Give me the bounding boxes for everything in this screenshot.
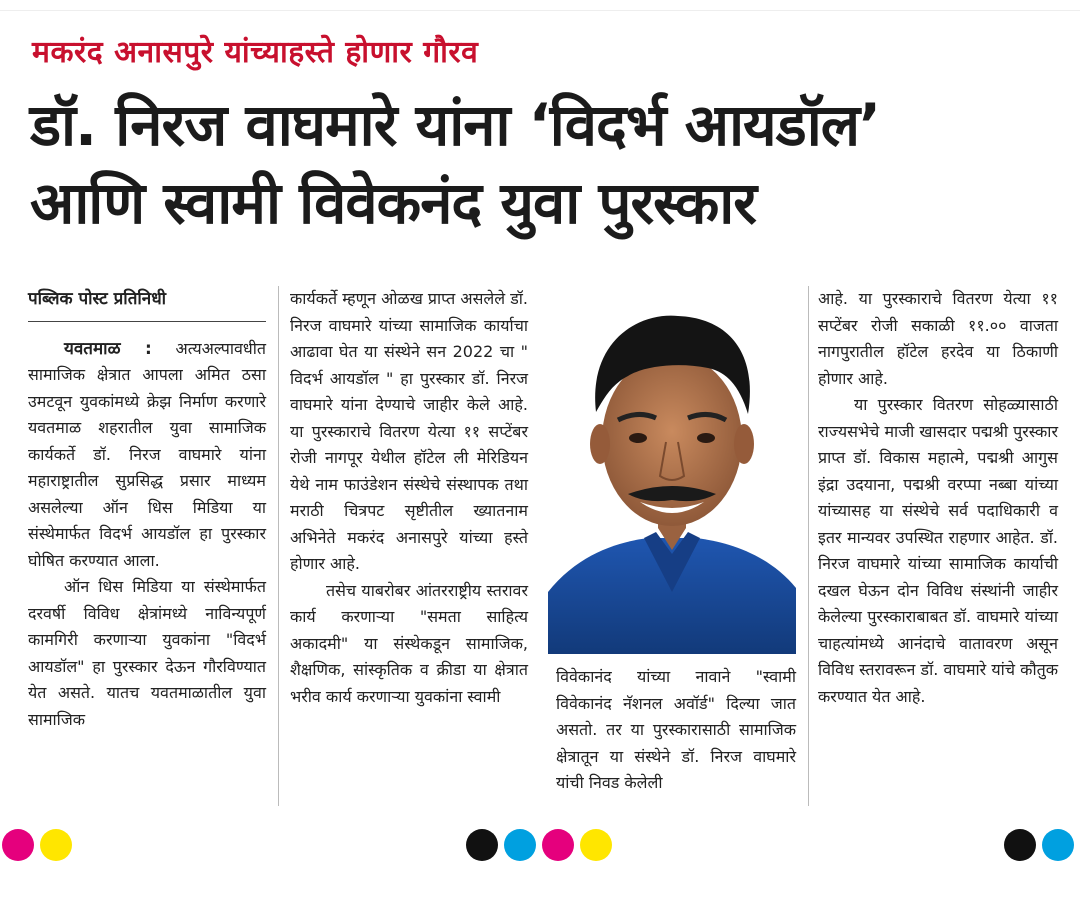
magenta-dot	[2, 829, 34, 861]
article-column-1	[28, 286, 266, 733]
paragraph: विवेकानंद यांच्या नावाने "स्वामी विवेकानंद नॅशनल अवॉर्ड" दिल्या जात असतो. तर या पुरस्कारासाठी सामाजिक क्षेत्रातून या संस्थेने डॉ. निरज वाघमारे यांची निवड केलेली	[556, 667, 796, 792]
cyan-dot	[504, 829, 536, 861]
black-dot	[466, 829, 498, 861]
paragraph: कार्यकर्ते म्हणून ओळख प्राप्त असलेले डॉ. निरज वाघमारे यांच्या सामाजिक कार्याचा आढावा घेत या संस्थेने सन 2022 चा " विदर्भ आयडॉल " हा पुरस्कार डॉ. निरज वाघमारे यांना देण्याचे जाहीर केले आहे. या पुरस्काराचे वितरण येत्या ११ सप्टेंबर रोजी नागपूर येथील हॉटेल ली मेरिडियन येथे नाम फाउंडेशन संस्थेचे संस्थापक तथा मराठी चित्रपट सृष्टीतील ख्यातनाम अभिनेते मकरंद अनासपुरे यांच्या हस्ते होणार आहे.	[290, 289, 528, 573]
yellow-dot	[40, 829, 72, 861]
paragraph: तसेच याबरोबर आंतरराष्ट्रीय स्तरावर कार्य करणाऱ्या "समता साहित्य अकादमी" या संस्थेकडून सामाजिक, शैक्षणिक, सांस्कृतिक व क्रीडा या क्षेत्रात भरीव कार्य करणाऱ्या युवकांना स्वामी	[290, 580, 528, 706]
headline-line-1: डॉ. निरज वाघमारे यांना ‘विदर्भ आयडॉल’	[30, 91, 881, 159]
paragraph: ऑन धिस मिडिया या संस्थेमार्फत दरवर्षी विविध क्षेत्रांमध्ये नाविन्यपूर्ण कामगिरी करणाऱ्या युवकांना "विदर्भ आयडॉल" हा पुरस्कार देऊन गौरविण्यात येत असते. यातच यवतमाळातील युवा सामाजिक	[28, 577, 266, 729]
kicker-headline: मकरंद अनासपुरे यांच्याहस्ते होणार गौरव	[32, 35, 479, 70]
cyan-dot	[1042, 829, 1074, 861]
main-headline	[30, 86, 1070, 242]
magenta-dot	[542, 829, 574, 861]
print-registration-marks-right	[1004, 829, 1074, 861]
portrait-photo	[548, 292, 796, 654]
top-rule	[0, 10, 1080, 11]
article-column-2	[290, 286, 528, 710]
paragraph: या पुरस्कार वितरण सोहळ्यासाठी राज्यसभेचे माजी खासदार पद्मश्री पुरस्कार प्राप्त डॉ. विकास महात्मे, पद्मश्री आगुस इंद्रा उदयाना, पद्मश्री वरप्पा नब्बा यांच्या यांच्यासह या संस्थेचे सर्व पदाधिकारी व इतर मान्यवर उपस्थित राहणार आहेत. डॉ. निरज वाघमारे यांच्या सामाजिक कार्याची दखल घेऊन दोन विविध संस्थांनी जाहीर केलेल्या पुरस्काराबाबत डॉ. वाघमारे यांच्या चाहत्यांमध्ये आनंदाचे वातावरण असून विविध स्तरावरून डॉ. वाघमारे यांचे कौतुक करण्यात येत आहे.	[818, 395, 1058, 706]
black-dot	[1004, 829, 1036, 861]
article-column-3	[556, 664, 796, 797]
paragraph	[28, 336, 266, 575]
dateline: यवतमाळ :	[64, 338, 152, 359]
column-divider	[808, 286, 809, 806]
byline: पब्लिक पोस्ट प्रतिनिधी	[28, 286, 266, 322]
article-column-4	[818, 286, 1058, 710]
headline-line-2: आणि स्वामी विवेकनंद युवा पुरस्कार	[30, 169, 757, 237]
yellow-dot	[580, 829, 612, 861]
print-registration-marks-center	[466, 829, 612, 861]
paragraph-text: अत्यअल्पावधीत सामाजिक क्षेत्रात आपला अमित ठसा उमटवून युवकांमध्ये क्रेझ निर्माण करणारे यवतमाळ शहरातील युवा सामाजिक कार्यकर्ते डॉ. निरज वाघमारे यांना महाराष्ट्रातील सुप्रसिद्ध प्रसार माध्यम असलेल्या ऑन धिस मिडिया या संस्थेमार्फत विदर्भ आयडॉल हा पुरस्कार घोषित करण्यात आला.	[28, 338, 266, 570]
print-registration-marks-left	[2, 829, 72, 861]
column-divider	[278, 286, 279, 806]
portrait-image	[548, 292, 796, 654]
paragraph: आहे. या पुरस्काराचे वितरण येत्या ११ सप्टेंबर रोजी सकाळी ११.०० वाजता नागपुरातील हॉटेल हरदेव या ठिकाणी होणार आहे.	[818, 289, 1058, 388]
